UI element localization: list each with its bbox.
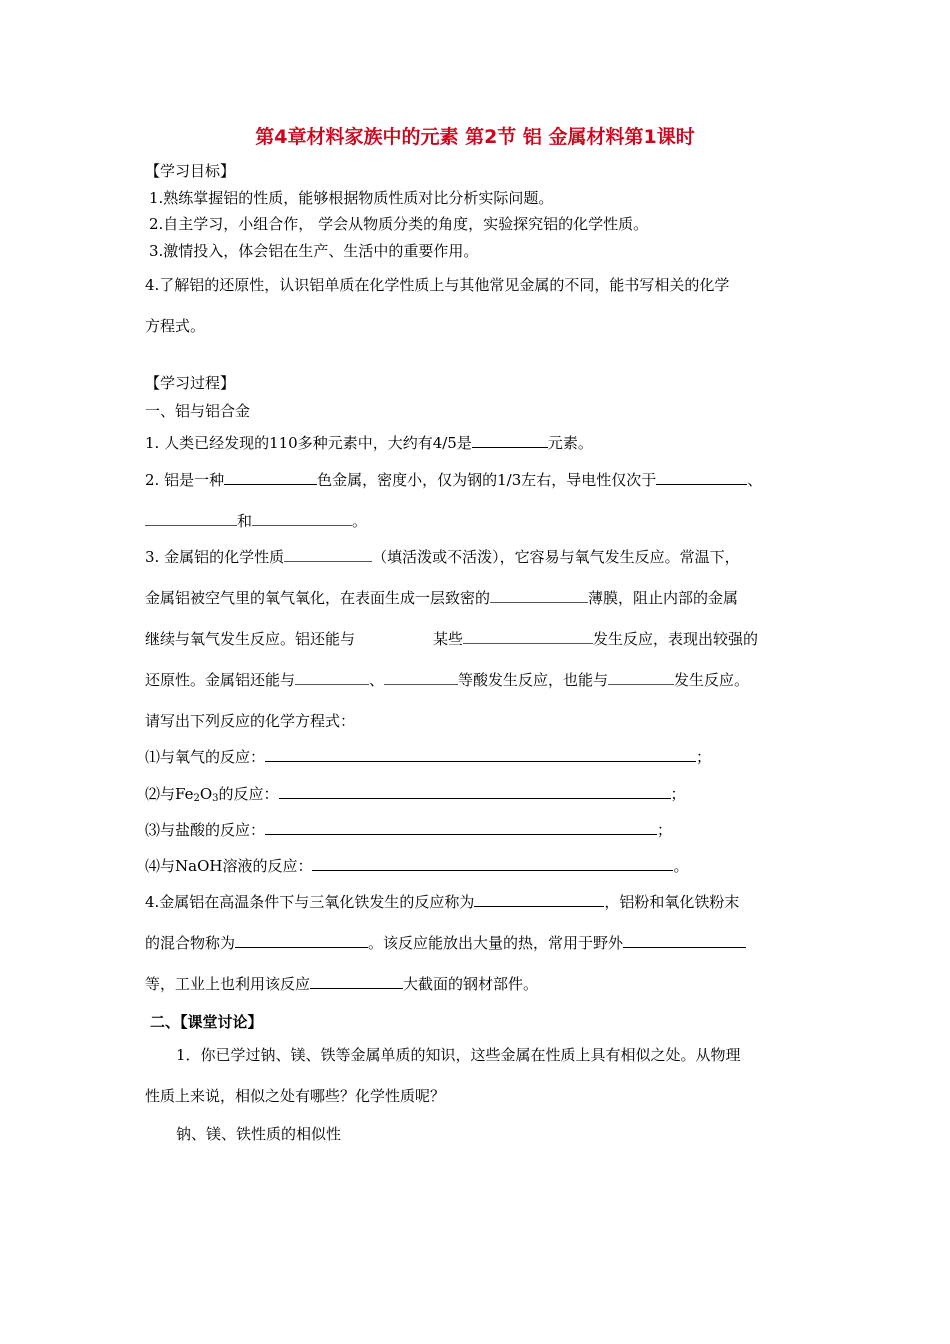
process-heading: 【学习过程】 (145, 374, 236, 392)
fill-blank[interactable] (224, 469, 317, 485)
fill-blank[interactable] (656, 469, 747, 485)
question-text: 等酸发生反应，也能与 (458, 671, 609, 689)
equation-label: ⑴与氧气的反应： (145, 748, 266, 766)
equation-2 (145, 783, 686, 803)
fill-blank[interactable] (474, 891, 604, 907)
question-text: 等，工业上也利用该反应 (145, 975, 311, 993)
objective-item: 1.熟练掌握铝的性质，能够根据物质性质对比分析实际问题。 (149, 189, 554, 207)
question-text: 大截面的钢材部件。 (403, 975, 539, 993)
question-text: 3. 金属铝的化学性质 (145, 548, 285, 566)
equations-prompt: 请写出下列反应的化学方程式： (145, 712, 356, 730)
fill-blank[interactable] (295, 669, 369, 685)
fill-blank[interactable] (145, 510, 237, 526)
question-text: 还原性。金属铝还能与 (145, 671, 296, 689)
fill-blank[interactable] (235, 932, 368, 948)
question-2-line-1 (145, 469, 762, 489)
fill-blank[interactable] (623, 932, 746, 948)
question-text: ，铝粉和氧化铁粉末 (604, 893, 740, 911)
question-text: 2. 铝是一种 (145, 471, 225, 489)
equation-end: 。 (673, 857, 689, 875)
question-2-line-2 (145, 510, 367, 530)
equation-label: ⑵与$Fe_2O_3$的反应： (145, 785, 279, 804)
question-text: 薄膜，阻止内部的金属 (588, 589, 739, 607)
fill-blank[interactable] (384, 669, 458, 685)
objective-item: 3.激情投入，体会铝在生产、生活中的重要作用。 (149, 242, 479, 260)
objective-item: 4.了解铝的还原性，认识铝单质在化学性质上与其他常见金属的不同，能书写相关的化学 (145, 276, 730, 294)
objective-item: 2.自主学习，小组合作， 学会从物质分类的角度，实验探究铝的化学性质。 (149, 215, 649, 233)
discussion-paragraph: 1．你已学过钠、镁、铁等金属单质的知识，这些金属在性质上具有相似之处。从物理 (176, 1046, 741, 1064)
question-1 (145, 432, 593, 452)
equation-end: ； (657, 821, 673, 839)
question-text: 金属铝被空气里的氧气氧化，在表面生成一层致密的 (145, 589, 491, 607)
question-text: 4.金属铝在高温条件下与三氧化铁发生的反应称为 (145, 893, 475, 911)
answer-line[interactable] (312, 855, 673, 871)
page-title: 第4章材料家族中的元素 第2节 铝 金属材料第1课时 (255, 126, 695, 148)
question-3-line-2 (145, 587, 738, 607)
equation-end: ； (670, 785, 686, 803)
discussion-subheading: 钠、镁、铁性质的相似性 (176, 1125, 342, 1143)
equation-1 (145, 746, 711, 766)
objectives-heading: 【学习目标】 (145, 162, 236, 180)
fill-blank[interactable] (284, 546, 372, 562)
objective-item: 方程式。 (145, 317, 206, 335)
equation-end: ； (696, 748, 712, 766)
question-4-line-2 (145, 932, 746, 952)
question-3-line-3 (145, 628, 758, 648)
equation-4 (145, 855, 688, 875)
discussion-paragraph: 性质上来说，相似之处有哪些？化学性质呢？ (145, 1087, 446, 1105)
equation-3 (145, 819, 672, 839)
question-text: 、 (369, 671, 385, 689)
answer-line[interactable] (265, 819, 657, 835)
section-heading: 一、铝与铝合金 (145, 402, 251, 420)
question-text: （填活泼或不活泼），它容易与氧气发生反应。常温下， (372, 548, 740, 566)
question-text: 色金属，密度小，仅为钢的1/3左右，导电性仅次于 (317, 471, 657, 489)
question-text: 的混合物称为 (145, 934, 236, 952)
question-text: 1. 人类已经发现的110多种元素中，大约有4/5是 (145, 434, 472, 452)
fill-blank[interactable] (252, 510, 352, 526)
fill-blank[interactable] (463, 628, 593, 644)
fill-blank[interactable] (490, 587, 588, 603)
question-text: 某些 (433, 630, 464, 648)
question-text: 发生反应。 (674, 671, 750, 689)
equation-label: ⑶与盐酸的反应： (145, 821, 266, 839)
answer-line[interactable] (265, 746, 696, 762)
question-text: 。 (352, 512, 368, 530)
question-4-line-1 (145, 891, 739, 911)
fill-blank[interactable] (608, 669, 674, 685)
question-text: 发生反应，表现出较强的 (593, 630, 759, 648)
question-4-line-3 (145, 973, 538, 993)
answer-line[interactable] (279, 783, 671, 799)
discussion-heading: 二、【课堂讨论】 (150, 1013, 263, 1031)
fill-blank[interactable] (472, 432, 548, 448)
question-text: 继续与氧气发生反应。铝还能与 (145, 630, 356, 648)
question-text: 。该反应能放出大量的热，常用于野外 (368, 934, 624, 952)
question-3-line-4 (145, 669, 749, 689)
question-text: 和 (237, 512, 253, 530)
question-text: 元素。 (547, 434, 593, 452)
fill-blank[interactable] (310, 973, 403, 989)
question-text: 、 (747, 471, 763, 489)
equation-label: ⑷与NaOH溶液的反应： (145, 857, 313, 875)
question-3-line-1 (145, 546, 740, 566)
